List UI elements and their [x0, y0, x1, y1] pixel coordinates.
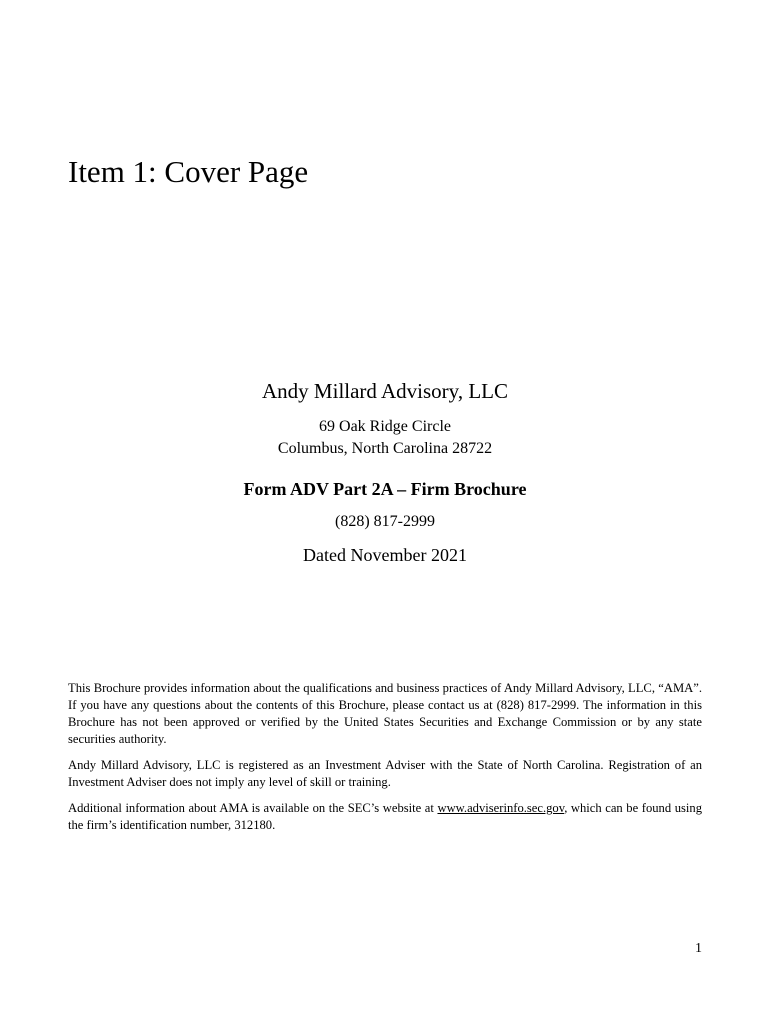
sec-website-link[interactable]: www.adviserinfo.sec.gov — [437, 801, 565, 815]
registration-paragraph: Andy Millard Advisory, LLC is registered as an Investment Adviser with the State of North Carolina. Registration of an Investment Adviser does not imply any level of skill or training. — [68, 758, 702, 789]
form-title: Form ADV Part 2A – Firm Brochure — [243, 479, 527, 499]
address-line-1: 69 Oak Ridge Circle — [319, 418, 451, 435]
page-title: Item 1: Cover Page — [68, 154, 309, 189]
additional-info-text-end: , which can be found using the firm’s identification number, 312180. — [68, 801, 702, 832]
document-date: Dated November 2021 — [303, 545, 467, 565]
phone-number: (828) 817-2999 — [335, 513, 435, 530]
firm-info-block — [0, 376, 770, 568]
additional-info-paragraph — [68, 800, 702, 834]
intro-paragraph: This Brochure provides information about the qualifications and business practices of Andy Millard Advisory, LLC, “AMA”. If you have any questions about the contents of this Brochure, please contact us at (828) 817-2999. The information in this Brochure has not been approved or verified by the United States Securities and Exchange Commission or by any state securities authority. — [68, 681, 702, 746]
page-number: 1 — [695, 941, 702, 956]
additional-info-text: Additional information about AMA is available on the SEC’s website at — [68, 801, 438, 815]
firm-name: Andy Millard Advisory, LLC — [262, 379, 508, 403]
brochure-body — [68, 680, 702, 843]
address-line-2: Columbus, North Carolina 28722 — [277, 440, 493, 457]
